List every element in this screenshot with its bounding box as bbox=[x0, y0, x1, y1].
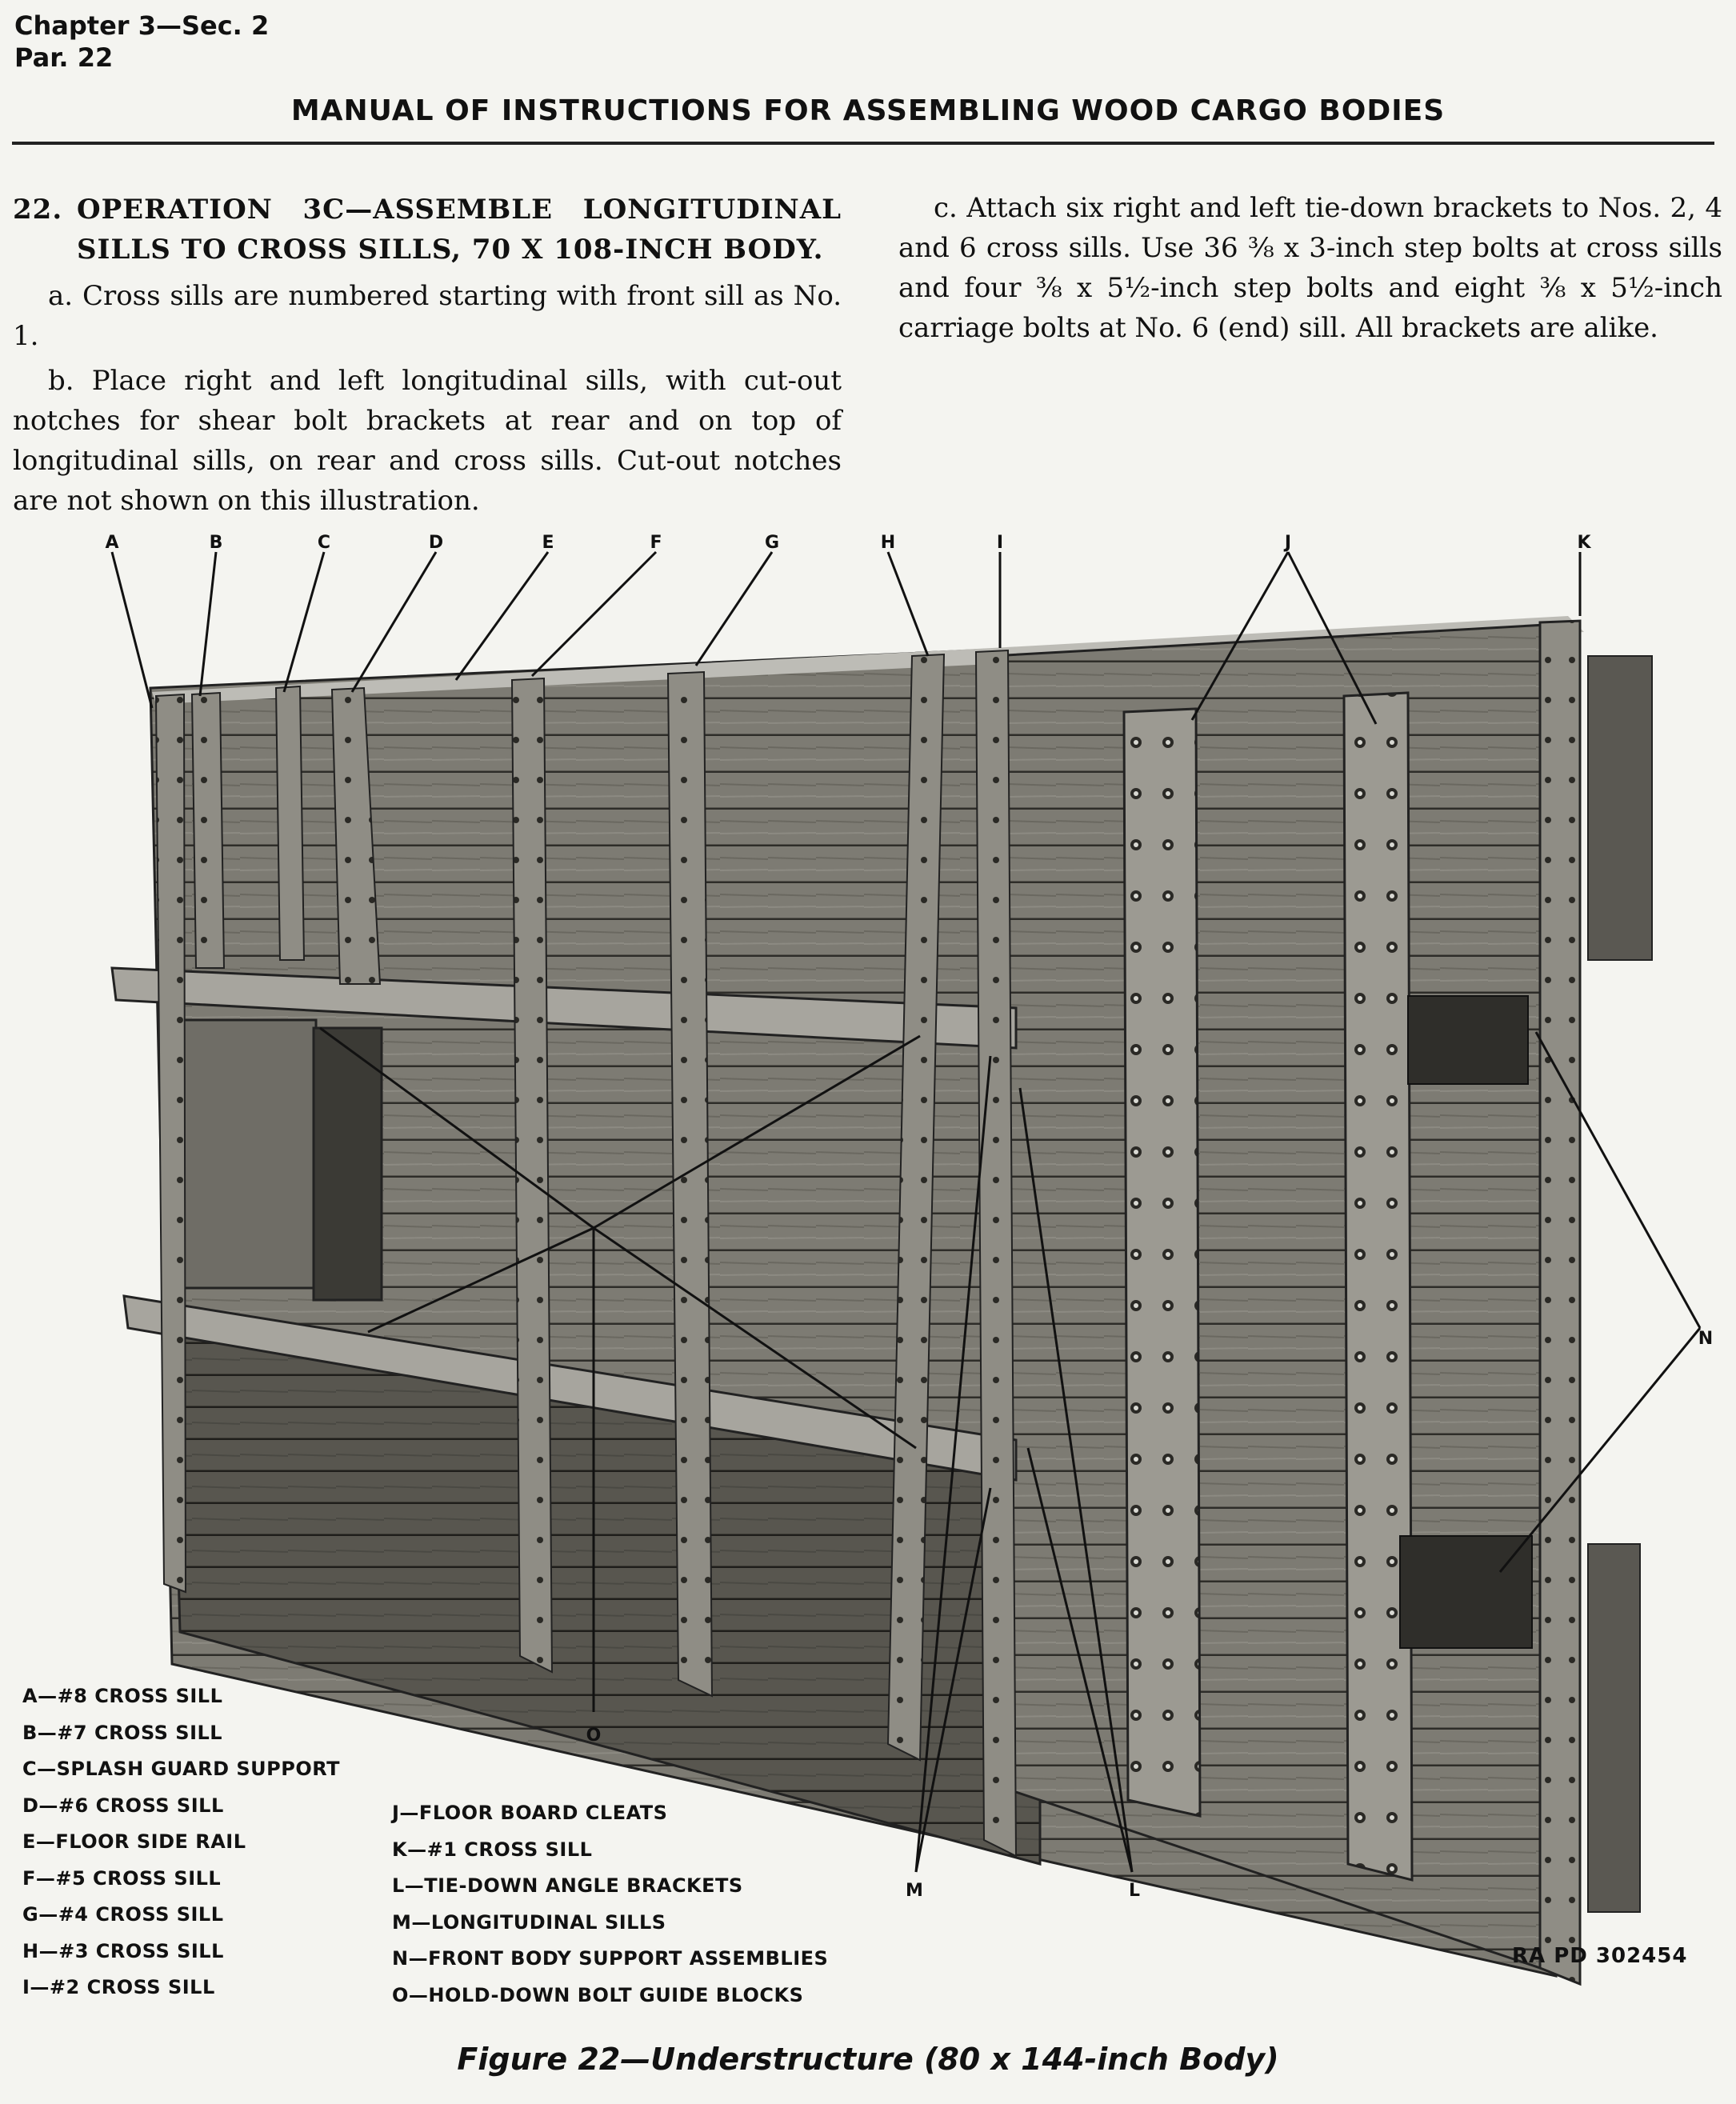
legend-item: J—FLOOR BOARD CLEATS bbox=[392, 1802, 668, 1824]
manual-title: MANUAL OF INSTRUCTIONS FOR ASSEMBLING WOOD CARGO BODIES bbox=[290, 94, 1446, 127]
front-body-support-upper bbox=[1408, 996, 1528, 1084]
callout-e: E bbox=[542, 533, 554, 553]
legend-item: E—FLOOR SIDE RAIL bbox=[22, 1830, 246, 1853]
cross-sill-1 bbox=[1540, 621, 1580, 1984]
end-section bbox=[992, 624, 1564, 1976]
paragraph-c: c. Attach six right and left tie-down brackets to Nos. 2, 4 and 6 cross sills. Use 36 ⅜ x 3-inch step bolts at cross sills and four ⅜ x 5½-inch step bolts and eight ⅜ x 5½-inch carriage bolts at No. 6 (end) sill. All brackets are alike. bbox=[898, 192, 1722, 344]
figure-code: RA PD 302454 bbox=[1512, 1944, 1688, 1968]
cross-sill-8 bbox=[156, 694, 186, 1592]
legend-item: I—#2 CROSS SILL bbox=[22, 1976, 215, 1998]
callout-j: J bbox=[1284, 533, 1292, 553]
legend-item: F—#5 CROSS SILL bbox=[22, 1866, 222, 1890]
paragraph-label: Par. 22 bbox=[14, 42, 114, 73]
paragraph-a: a. Cross sills are numbered starting with front sill as No. 1. bbox=[13, 280, 842, 352]
callout-n: N bbox=[1698, 1329, 1714, 1349]
callout-c: C bbox=[317, 533, 331, 553]
legend-item: B—#7 CROSS SILL bbox=[22, 1721, 223, 1744]
legend-item: O—HOLD-DOWN BOLT GUIDE BLOCKS bbox=[392, 1983, 804, 2006]
callout-d: D bbox=[428, 533, 444, 553]
floor-board-cleat-1 bbox=[1124, 709, 1200, 1816]
cross-sill-7 bbox=[192, 693, 224, 968]
legend-item: D—#6 CROSS SILL bbox=[22, 1794, 224, 1817]
legend-item: L—TIE-DOWN ANGLE BRACKETS bbox=[392, 1874, 743, 1897]
callout-b: B bbox=[209, 533, 223, 553]
splash-guard-support bbox=[276, 686, 304, 960]
callout-l: L bbox=[1128, 1881, 1141, 1901]
callout-h: H bbox=[880, 533, 896, 553]
callout-o: O bbox=[586, 1726, 602, 1746]
legend-item: A—#8 CROSS SILL bbox=[22, 1685, 223, 1707]
left-panel bbox=[168, 1020, 316, 1288]
front-body-support-lower bbox=[1400, 1536, 1532, 1648]
operation-title-text: OPERATION 3C—ASSEMBLE LONGITUDINAL SILLS TO CROSS SILLS, 70 X 108-INCH BODY. bbox=[77, 194, 842, 266]
legend-item: N—FRONT BODY SUPPORT ASSEMBLIES bbox=[392, 1947, 829, 1970]
legend-item: H—#3 CROSS SILL bbox=[22, 1939, 224, 1962]
legend-item: G—#4 CROSS SILL bbox=[22, 1903, 224, 1926]
floor-board-cleat-2 bbox=[1344, 693, 1412, 1880]
legend-item: K—#1 CROSS SILL bbox=[392, 1838, 593, 1861]
text-column-right bbox=[898, 188, 1722, 353]
text-column-left bbox=[13, 190, 842, 526]
header-rule bbox=[12, 142, 1714, 145]
cargo-body-photo bbox=[112, 616, 1652, 1984]
left-opening bbox=[314, 1028, 382, 1300]
callout-f: F bbox=[650, 533, 662, 553]
legend-item: C—SPLASH GUARD SUPPORT bbox=[22, 1758, 340, 1780]
figure-caption: Figure 22—Understructure (80 x 144-inch Body) bbox=[457, 2042, 1279, 2077]
callout-k: K bbox=[1577, 533, 1591, 553]
end-hardware bbox=[1588, 656, 1652, 960]
paragraph-b: b. Place right and left longitudinal sills, with cut-out notches for shear bolt brackets at rear and on top of longitudinal sills, on rear and cross sills. Cut-out notches are not shown on this illustration. bbox=[13, 365, 842, 517]
callout-g: G bbox=[764, 533, 780, 553]
end-hardware-lower bbox=[1588, 1544, 1640, 1912]
figure-legend-right bbox=[392, 1795, 828, 2014]
chapter-section-label: Chapter 3—Sec. 2 bbox=[14, 10, 270, 41]
callout-a: A bbox=[105, 533, 119, 553]
callout-m: M bbox=[906, 1881, 923, 1901]
operation-title bbox=[13, 190, 842, 270]
section-number: 22. bbox=[13, 194, 63, 226]
figure-legend-left bbox=[22, 1678, 340, 2006]
callout-i: I bbox=[996, 533, 1004, 553]
legend-item: M—LONGITUDINAL SILLS bbox=[392, 1910, 666, 1934]
